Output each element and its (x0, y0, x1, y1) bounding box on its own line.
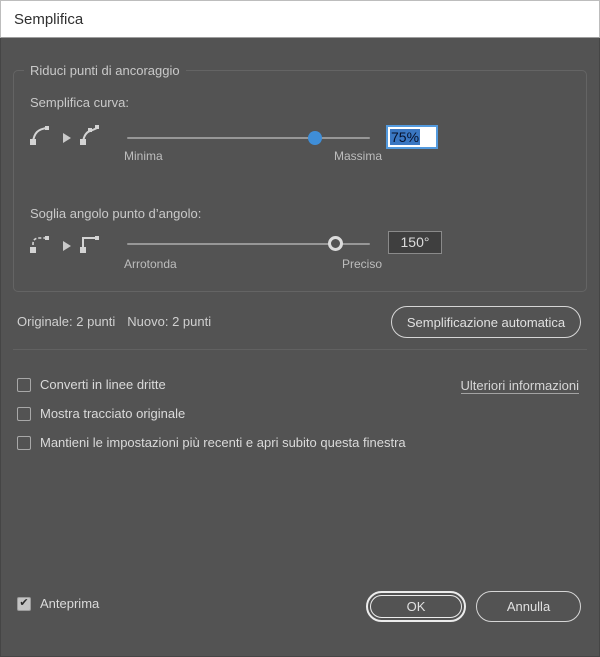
angle-max-label: Preciso (341, 257, 382, 271)
dialog-title: Semplifica (14, 10, 84, 28)
angle-slider-thumb[interactable] (328, 236, 343, 251)
curve-value-field[interactable] (386, 125, 438, 149)
option-convert-straight-lines[interactable] (17, 377, 166, 392)
option-show-original-path[interactable] (17, 406, 185, 421)
original-points-text: Originale: 2 punti (17, 314, 116, 329)
angle-value-field[interactable]: 150° (388, 231, 442, 254)
angle-min-label: Arrotonda (124, 257, 177, 271)
curve-min-label: Minima (124, 149, 163, 163)
smooth-curve-icon (28, 123, 52, 152)
points-summary (17, 314, 223, 329)
preview-checkbox[interactable]: ✔ (17, 597, 31, 611)
curve-slider-thumb[interactable] (308, 131, 322, 145)
preview-option[interactable] (17, 596, 99, 611)
reduce-anchor-points-group (13, 63, 587, 292)
group-label: Riduci punti di ancoraggio (24, 62, 186, 79)
titlebar[interactable] (0, 0, 600, 38)
option-keep-recent-settings[interactable] (17, 435, 406, 450)
preview-label: Anteprima (40, 596, 100, 611)
cancel-button[interactable]: Annulla (476, 591, 581, 622)
dialog-body (0, 38, 600, 657)
divider (13, 349, 587, 350)
curve-with-anchor-points-icon (78, 123, 102, 152)
option-label: Converti in linee dritte (40, 377, 166, 392)
auto-simplify-button[interactable]: Semplificazione automatica (391, 306, 581, 338)
ok-button[interactable]: OK (366, 591, 466, 622)
convert-straight-lines-checkbox[interactable] (17, 378, 31, 392)
angle-threshold-label: Soglia angolo punto d’angolo: (30, 206, 202, 221)
keep-recent-settings-checkbox[interactable] (17, 436, 31, 450)
more-info-link[interactable]: Ulteriori informazioni (460, 378, 579, 393)
simplify-curve-label: Semplifica curva: (30, 95, 129, 110)
curve-slider-track[interactable] (127, 137, 370, 139)
option-label: Mostra tracciato originale (40, 406, 186, 421)
arrow-right-icon (62, 239, 72, 257)
rounded-corner-icon (28, 231, 52, 260)
curve-value-text: 75% (391, 129, 420, 145)
sharp-corner-icon (78, 231, 102, 260)
option-label: Mantieni le impostazioni più recenti e apri subito questa finestra (40, 435, 406, 450)
curve-max-label: Massima (333, 149, 382, 163)
show-original-path-checkbox[interactable] (17, 407, 31, 421)
new-points-text: Nuovo: 2 punti (127, 314, 212, 329)
arrow-right-icon (62, 131, 72, 149)
